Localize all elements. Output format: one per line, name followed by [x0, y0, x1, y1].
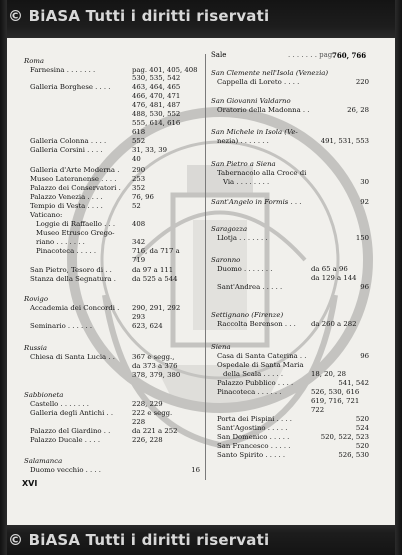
- entry-label: San Clemente nell'Isola (Venezia): [211, 69, 329, 77]
- entry-pages: 491, 531, 553: [320, 137, 369, 145]
- entry-pages: 541, 542: [338, 379, 369, 387]
- entry-pages: 293: [132, 313, 146, 321]
- entry-pages: 342: [132, 238, 146, 246]
- entry-label: Russia: [24, 344, 48, 352]
- entry-pages: 96: [360, 352, 369, 360]
- entry-label: Roma: [24, 57, 44, 65]
- entry-label: Saragozza: [211, 225, 248, 233]
- entry-pages: 220: [355, 78, 369, 86]
- entry-label: Galleria degli Antichi . .: [30, 409, 114, 417]
- entry-label: Museo Etrusco Grego-: [36, 229, 115, 237]
- entry-label: Palazzo dei Conservatori .: [30, 184, 121, 192]
- entry-label: Rovigo: [24, 295, 48, 303]
- header-entry-label: Sale: [211, 51, 227, 59]
- watermark-top: © BiASA Tutti i diritti riservati: [8, 7, 270, 25]
- entry-label: Via . . . . . . . .: [223, 178, 270, 186]
- entry-pages: 26, 28: [347, 106, 369, 114]
- entry-label: Duomo vecchio . . . .: [30, 466, 101, 474]
- scan-right-edge: [395, 0, 402, 555]
- entry-label: Galleria Borghese . . . .: [30, 83, 111, 91]
- entry-pages: 40: [132, 155, 141, 163]
- entry-label: Saronno: [211, 256, 241, 264]
- entry-pages: 623, 624: [132, 322, 163, 330]
- entry-pages: 524: [355, 424, 369, 432]
- entry-label: Oratorio della Madonna . .: [217, 106, 310, 114]
- entry-pages: 526, 530, 616: [311, 388, 360, 396]
- entry-pages: da 97 a 111: [132, 266, 174, 274]
- entry-pages: 520, 522, 523: [320, 433, 369, 441]
- entry-label: della Scala . . . . .: [223, 370, 284, 378]
- entry-label: riano . . . . . . .: [36, 238, 85, 246]
- entry-label: Sant'Andrea . . . . .: [217, 283, 283, 291]
- entry-label: Tabernacolo alla Croce di: [217, 169, 307, 177]
- entry-pages: 150: [355, 234, 369, 242]
- entry-label: Pinacoteca . . . . . .: [217, 388, 282, 396]
- entry-label: San Pietro, Tesoro di . .: [30, 266, 112, 274]
- entry-pages: 52: [132, 202, 141, 210]
- entry-pages: 716, da 717 a: [132, 247, 180, 255]
- entry-label: Siena: [211, 343, 231, 351]
- entry-pages: 228: [132, 418, 146, 426]
- entry-pages: 290: [132, 166, 146, 174]
- entry-pages: 16: [191, 466, 200, 474]
- entry-label: San Giovanni Valdarno: [211, 97, 291, 105]
- entry-pages: 222 e segg.: [132, 409, 173, 417]
- entry-label: Galleria Colonna . . . .: [30, 137, 107, 145]
- entry-pages: 618: [132, 128, 146, 136]
- entry-label: Llotja . . . . . . .: [217, 234, 268, 242]
- entry-label: San Francesco . . . . .: [217, 442, 291, 450]
- entry-label: Castello . . . . . . .: [30, 400, 89, 408]
- entry-pages: da 525 a 544: [132, 275, 178, 283]
- entry-pages: da 221 a 252: [132, 427, 178, 435]
- entry-label: Palazzo del Giardino . .: [30, 427, 111, 435]
- page-folio: XVI: [22, 479, 38, 488]
- entry-label: Farnesina . . . . . . .: [30, 66, 96, 74]
- entry-label: San Domenico . . . . .: [217, 433, 290, 441]
- entry-pages: 290, 291, 292: [132, 304, 181, 312]
- entry-pages: 555, 614, 616: [132, 119, 181, 127]
- entry-pages: 463, 464, 465: [132, 83, 181, 91]
- entry-pages: 466, 470, 471: [132, 92, 181, 100]
- entry-pages: 30: [360, 178, 369, 186]
- entry-pages: pag. 401, 405, 408: [132, 66, 198, 74]
- entry-pages: 31, 33, 39: [132, 146, 168, 154]
- entry-pages: da 260 a 282: [311, 320, 357, 328]
- entry-label: Sant'Agostino . . . . .: [217, 424, 288, 432]
- entry-pages: 96: [360, 283, 369, 291]
- entry-pages: 253: [132, 175, 146, 183]
- entry-pages: 228, 229: [132, 400, 163, 408]
- entry-label: Stanza della Segnatura .: [30, 275, 116, 283]
- entry-label: Salamanca: [24, 457, 63, 465]
- header-pages: 760, 766: [332, 51, 367, 60]
- entry-label: Raccolta Berenson . . .: [217, 320, 296, 328]
- entry-label: Galleria d'Arte Moderna .: [30, 166, 120, 174]
- entry-pages: 619, 716, 721: [311, 397, 360, 405]
- entry-pages: 226, 228: [132, 436, 163, 444]
- entry-label: Cappella di Loreto . . . .: [217, 78, 300, 86]
- entry-pages: 18, 20, 28: [311, 370, 347, 378]
- entry-label: San Michele in Isola (Ve-: [211, 128, 298, 136]
- entry-label: Museo Lateranense . . . .: [30, 175, 117, 183]
- entry-label: Sabbioneta: [24, 391, 64, 399]
- entry-label: Ospedale di Santa Maria: [217, 361, 304, 369]
- entry-label: Chiesa di Santa Lucia . .: [30, 353, 115, 361]
- entry-pages: 488, 530, 552: [132, 110, 181, 118]
- entry-label: Duomo . . . . . . .: [217, 265, 273, 273]
- watermark-bottom: © BiASA Tutti i diritti riservati: [8, 531, 270, 549]
- entry-pages: 352: [132, 184, 146, 192]
- entry-pages: 92: [360, 198, 369, 206]
- entry-pages: 367 e segg.,: [132, 353, 175, 361]
- entry-pages: da 373 a 376: [132, 362, 178, 370]
- entry-label: Casa di Santa Caterina . .: [217, 352, 307, 360]
- entry-pages: 408: [132, 220, 146, 228]
- entry-pages: 552: [132, 137, 146, 145]
- entry-label: Loggie di Raffaello . . .: [36, 220, 116, 228]
- entry-label: Tempio di Vesta . . . .: [30, 202, 103, 210]
- entry-pages: 378, 379, 380: [132, 371, 181, 379]
- entry-label: Palazzo Venezia . . . .: [30, 193, 103, 201]
- entry-label: Pinacoteca . . . . .: [36, 247, 97, 255]
- entry-pages: 520: [355, 415, 369, 423]
- entry-pages: da 65 a 96: [311, 265, 348, 273]
- entry-pages: 526, 530: [338, 451, 369, 459]
- entry-label: San Pietro a Siena: [211, 160, 276, 168]
- entry-label: Santo Spirito . . . . .: [217, 451, 286, 459]
- header-pag: . . . . . . . pag.: [288, 51, 335, 59]
- scan-left-edge: [0, 0, 7, 555]
- column-divider: [205, 54, 206, 480]
- entry-label: Sant'Angelo in Formis . . .: [211, 198, 302, 206]
- entry-label: Palazzo Ducale . . . .: [30, 436, 101, 444]
- entry-label: Settignano (Firenze): [211, 311, 284, 319]
- entry-pages: 76, 96: [132, 193, 154, 201]
- entry-pages: 530, 535, 542: [132, 74, 181, 82]
- entry-pages: 719: [132, 256, 146, 264]
- entry-pages: da 129 a 144: [311, 274, 357, 282]
- entry-label: Accademia dei Concordi .: [30, 304, 120, 312]
- entry-label: nezia) . . . . . . .: [217, 137, 269, 145]
- entry-label: Vaticano:: [30, 211, 63, 219]
- entry-pages: 722: [311, 406, 325, 414]
- entry-pages: 520: [355, 442, 369, 450]
- entry-label: Porta dei Pispini . . . .: [217, 415, 292, 423]
- entry-pages: 476, 481, 487: [132, 101, 181, 109]
- entry-label: Seminario . . . . . .: [30, 322, 93, 330]
- entry-label: Palazzo Pubblico . . . .: [217, 379, 294, 387]
- entry-label: Galleria Corsini . . . .: [30, 146, 103, 154]
